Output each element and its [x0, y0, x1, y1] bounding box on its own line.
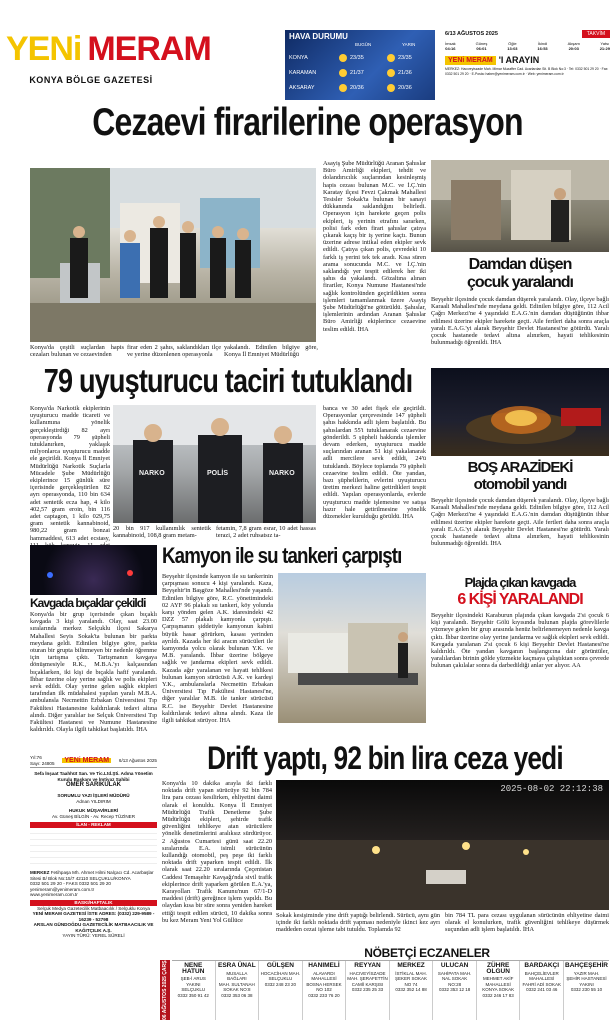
- sun-icon: [387, 84, 395, 92]
- header-info: [445, 30, 610, 100]
- weather-title: HAVA DURUMU: [289, 32, 348, 41]
- pharmacy-name: BAHÇEŞEHİR: [565, 962, 608, 969]
- pharmacy-item: [564, 961, 609, 1020]
- logo-meram: MERAM: [87, 30, 211, 68]
- prayer-time: 06:01: [476, 46, 487, 51]
- footer-line-3: YAYIN TÜRÜ: YEREL SÜRELİ: [62, 933, 125, 939]
- pharmacy-name: ZÜHRE OLGUN: [486, 962, 510, 975]
- imprint-phone: 0332 501 29 20 - FAKS 0332 501 29 20: [30, 881, 111, 887]
- prayer-time: 21:29: [599, 46, 610, 51]
- night-knife-fight-photo: [30, 545, 157, 595]
- logo-yeni: YENi: [6, 30, 82, 68]
- prayer-time: 13:03: [507, 46, 518, 51]
- weather-tomorrow: 23/35: [398, 55, 412, 61]
- story1-body: Asayiş Şube Müdürlüğü Aranan Şahıslar Büro Amirliği ekipleri, tehdit ve dolandırıcılık suçlarından kesinleşmiş hapis cezası bulunan M.C. ve İ.Ç.'nin Karatay ilçesi Fevzi Çakmak Mahallesi Tesisler Sokak'ta bulunan bir sanayi dükkanında saklandığını belirledi. Operasyon için harekete geçen polis ekipleri, iş yerinin etrafını sararken, polisi fark eden firari şahıslar çatıya çıkarak kaçış bir iş yerine kaçtı. Bunun üzerine adrese intikal eden ekipler sevk edildi. Çatıya çıkan polis, çevredeki 10 farklı iş yerini tek tek aradı. Kısa süren arama sonucunda M.C. ve İ.Ç.'nin saklandığı yer tespit edilerek her iki şahıs da yakalandı. Gözaltına alınan firariler, Konya Numune Hastanesi'nde sağlık kontrolünden geçirildikten sonra işlemleri tamamlanmak üzere Asayiş Şube Müdürlüğü'ne götürüldü. Şahıslar, işlemlerinin ardından Aranan Şahıslar Büro Amirliği ekiplerince cezaevine teslim edildi. İHA: [323, 160, 426, 333]
- masthead: [6, 30, 211, 98]
- narkotik-police-photo: [113, 405, 316, 523]
- imprint-date: 6/13 Ağustos 2025: [118, 757, 157, 763]
- issue-number: Sayı: 24805: [30, 760, 55, 766]
- publisher-line: Sefa İnşaat Taahhüt San. Ve Tic.Ltd.Şti. Adına Yönetim Kurulu Başkanı ve İmtiyaz Sahibi: [34, 771, 153, 782]
- ads-list-placeholder: [30, 828, 157, 868]
- pharmacy-name: MERKEZ: [397, 962, 425, 969]
- imprint-email[interactable]: yenimeram@yenimeram.com.tr: [30, 886, 95, 892]
- headline-drift: Drift yaptı, 92 bin lira ceza yedi: [207, 740, 563, 776]
- weather-today: 20/36: [350, 85, 364, 91]
- story2-body: banca ve 30 adet fişek ele geçirildi. Operasyonlar çerçevesinde 147 şüpheli şahıs hakkında adli işlem başlatıldı. Bu şahıslardan 55'i tutuklanarak cezaevine gönderildi. 5 şüpheli hakkında işlemler devam ederken, uyuşturucu madde suçlarından aranan 51 kişi yakalanarak adli mercilere sevk edildi, 24'ü tutuklandı. Böylece toplamda 79 şüpheli cezaevine teslim edildi. Öte yandan, bazı şüphelilerin, evlerini uyuşturucu üretim merkezi haline getirdikleri tespit edildi. Yapılan operasyonlarda, evlerde uyuşturucu madde işlemesine ve satışa hazır hale getirilmesine yönelik düzenekler kurulduğu görüldü. İHA: [323, 405, 426, 521]
- pharmacy-date-strip: [160, 945, 170, 1020]
- burning-car-photo: [431, 368, 609, 456]
- pharmacy-info: İSTİKLAL MAH. ŞEKER SOKAK NO 74 0332 352 14 88: [395, 970, 428, 993]
- night-street-scene: [276, 780, 609, 910]
- cctv-timestamp: 2025-08-02 22:12:38: [500, 784, 603, 794]
- call-us-banner: [445, 55, 610, 65]
- side3-body: Beyşehir ilçesindeki Karaburun plajında çıkan kavgada 2'si çocuk 6 kişi yaralandı. Beyşehir Gölü kıyısında bulunan plajda görevlilerle yüzmeye gelen bir grup arasında henüz belirlenemeyen nedenle kavga çıktı. İhbar üzerine olay yerine jandarma ve sağlık ekipleri sevk edildi. Kavgada yaralanan 2'si çocuk 6 kişi Beyşehir Devlet Hastanesi'ne kaldırıldı. Öte yandan kavganın başlangıcına dair görüntüler, yaralılardan birinin gölde yüzmekte kaçmaya çalıştıktan sonra çevrede bulunan çakılalar sonra da darbedildiği anlar yer alıyor. AA: [431, 612, 609, 670]
- legal-names: Av. Güneş BİLGİN - Av. Recep TÜZİNER: [51, 813, 136, 819]
- headline-79-tacir: 79 uyuşturucu taciri tutuklandı: [43, 362, 413, 399]
- pharmacy-date: 06 AĞUSTOS 2025 ÇARŞAMBA: [162, 945, 168, 1020]
- narkotik-scene: [113, 405, 316, 523]
- weather-city: AKSARAY: [289, 85, 315, 91]
- story5-caption-2: bin 784 TL para cezası uygulanan sürücünün ehliyetine daimi olarak el konulurken, trafik güvenliğini tehlikeye düşürmek suçundan adli işlem başlatıldı. İHA: [445, 912, 609, 934]
- weather-city: KONYA: [289, 55, 308, 61]
- imprint-box: [30, 755, 157, 1010]
- pharmacy-item: [390, 961, 434, 1020]
- pharmacy-name: NENE HATUN: [182, 962, 205, 975]
- story2-caption-2: fetamin, 7,8 gram esrar, 10 adet hassas terazi, 2 adet ruhsatsız ta-: [216, 525, 316, 540]
- house-scene: [431, 160, 609, 252]
- story5-caption-1: Sokak kesişiminde yine drift yaptığı belirlendi. Sürücü, aynı gün içinde iki farklı noktada drift yapması nedeniyle ikinci kez ayrı maddeden cezai işleme tabi tutuldu. Toplamda 92: [276, 912, 440, 934]
- sun-icon: [339, 84, 347, 92]
- story2-caption-1: 20 bin 917 kullanımlık sentetik kannabinoid, 108,8 gram metam-: [113, 525, 211, 540]
- pharmacy-item: [520, 961, 564, 1020]
- ads-title: İLAN - REKLAM: [30, 822, 157, 828]
- legal-title: HUKUK MÜŞAVİRLERİ: [68, 808, 119, 814]
- pharmacy-name: ULUCAN: [440, 962, 469, 969]
- address: Fetihpaşa Mh. Ahmet Hilmi Nalçacı Cd. Acarbaşlar Sitesi B/ Blok No:15/7 42110 SELÇUKLU/KONYA: [30, 869, 154, 881]
- side3-headline-1: Plajda çıkan kavgada: [464, 575, 576, 590]
- issue-date: 6/13 AĞUSTOS 2025: [445, 31, 498, 37]
- story5-col1: Konya'da 10 dakika arayla iki farklı noktada drift yapan sürücüye 92 bin 784 lira para cezası kesilirken, ehliyetini daimi olarak el konuldu. Konya İl Emniyet Müdürlüğü Trafik Denetleme Şube Müdürlüğü ekipleri, şehirde trafik güvenliğini tehlikeye atan sürücülere yönelik denetimlerini aralıksız sürdürüyor. 2 Ağustos Cumartesi günü saat 22.20 sıralarında E.A. isimli sürücünün kullandığı otomobil, peş peşe iki farklı noktada drift yaparken tespit edildi. İlk olarak saat 22.20 sıralarında Çeçenistan Caddesi Temaşehir Kavşağı'nda sivil trafik ekiplerince drift yaparken görülen E.A.'ya, Karayolları Trafik Kanunu'nun 67/1-D maddesi (drift) gereğince işlem yapıldı. Bu olaydan kısa bir süre sonra yeniden hareket ettiği tespit edilen sürücü, 10 dakika sonra bu kez Meram Yeni Yol Güllüce: [162, 780, 272, 924]
- pharmacy-name: HANIMELİ: [308, 962, 340, 969]
- story2-col1: Konya'da Narkotik ekiplerinin uyuşturucu madde ticareti ve kullanımına yönelik gerçekleştirdiği 82 ayrı operasyonda 79 şüpheli tutuklanırken, yaklaşık milyonlarca uyuşturucu madde ele geçirildi. Konya İl Emniyet Müdürlüğü Narkotik Suçlarla Mücadele Şube Müdürlüğü ekiplerince 15 günlük süre içerisinde gerçekleştirilen 82 ayrı operasyonda, 110 bin 634 adet sentetik ecza hap, 4 kilo 402,57 gram eroin, bin 116 adet captagon, 1 kilo 029,75 gram sentetik kannabinoid, 980,22 gram bonzai hammaddesi, 613 adet ecstasy,: [30, 405, 110, 542]
- side3-headline-2: 6 KİŞİ YARALANDI: [457, 591, 583, 608]
- weather-col-tomorrow: YARIN: [402, 42, 416, 47]
- footer-line-2: ARSLAN GÜNDOĞDU GAZETECİLİK MATBAACILIK VE KAĞITÇILIK A.Ş.: [33, 922, 154, 933]
- pharmacy-name: BARDAKÇI: [524, 962, 560, 969]
- pharmacy-grid: [172, 960, 609, 1020]
- pharmacy-info: MUSALLA BAĞLARI MAH. SULTANAH SOKAK NO:8 0332 353 06 38: [218, 970, 255, 998]
- story1-caption-1: Konya'da çeşitli suçlardan hapis cezaları bulunan ve cezaevinden: [30, 344, 124, 359]
- headline-kamyon: Kamyon ile su tankeri çarpıştı: [162, 543, 402, 568]
- weather-panel: [285, 30, 435, 100]
- sun-icon: [339, 69, 347, 77]
- volume: Yıl:76: [30, 755, 42, 760]
- pharmacy-name: REYYAN: [354, 962, 381, 969]
- pharmacy-item: [216, 961, 260, 1020]
- weather-row: [289, 67, 431, 81]
- police-raid-scene: [30, 168, 316, 342]
- pharmacy-info: HOCACİHAN MAH. SELÇUKLU 0332 248 23 20: [260, 970, 301, 987]
- prayer-name: Akşam: [567, 41, 580, 46]
- imprint-web[interactable]: www.yenimeram.com.tr: [30, 892, 78, 898]
- imprint-logo: YENi MERAM: [64, 756, 110, 764]
- pharmacy-info: BAHÇELİEVLER MAHALLESİ FAHRİ ADİ SOKAK 0332 241 03 46: [522, 970, 561, 993]
- story1-caption-2: firar eden 2 şahıs, saklandıkları ilçe ve yerine düzenlenen operasyonla: [127, 344, 221, 359]
- prayer-name: Güneş: [475, 41, 488, 46]
- story4-body: Konya'da bir grup içerisinde çıkan bıçaklı kavgada 3 kişi yaralandı. Olay, saat 23.00 sıralarında merkez Selçuklu ilçesi Sakarya Mahallesi Seyis Sokak'ta bulunan bir parkta meydana geldi. Edinilen bilgiye göre, parkta oturan bir grupta bilinmeyen bir nedenle öğrenme için tartışma çıktı. Tartışmanın kavgaya dönüşmesiyle R.K., M.B.A.'yı kalçasından bıçaklarken, iki kişi de bıçakla hafif yaralandı. İhbar üzerine olay yerine sağlık ve polis ekipleri sevk edildi. Olay yerine gelen sağlık ekipleri tarafından ilk müdahalesi yapılan yaralı M.B.A. ambulansla Necmettin Erbakan Üniversitesi Tıp Fakültesi Hastanesine kaldırılarak tedavi altına alındı. Diğer yaralılar ise Selçuk Üniversitesi Tıp Fakültesi Hastanesi ve Numune Hastanesine kaldırıldı. Olayla ilgili tahkikat başlatıldı. İHA: [30, 611, 157, 734]
- fire-scene: [431, 368, 609, 456]
- pharmacy-info: ŞEB-İ ARUS YAKINI SELÇUKLU 0332 350 91 42: [177, 976, 209, 998]
- svg-text:NARKO: NARKO: [269, 470, 295, 477]
- weather-row: [289, 82, 431, 96]
- prayer-name: Yatsı: [600, 41, 610, 46]
- masthead-subtitle: KONYA BÖLGE GAZETESİ: [29, 75, 153, 85]
- side2-body: Beyşehir ilçesinde çocuk damdan düşerek yaralandı. Olay, ilçeye bağlı Karaali Mahallesi'nde meydana geldi. Edinilen bilgiye göre, 112 Acil Çağrı Merkezi'ne 4 yaşındaki E.A.G.'nin damdan düştüğünün ihbar edilmesi üzerine ekipler harekete geçti. Aile fertleri daha sonra araçla yaralı E.A.G.'yi alarak Beyşehir Devlet Hastanesi'ne götürdü. Yaralı çocuk hastanede tedavi altına alınırken, hayati tehlikesinin bulunmadığı öğrenildi. İHA: [431, 497, 609, 548]
- pharmacy-info: HACIVEYİSZADE MAH. ŞERAFETTİN CAMİİ KARŞISI 0332 235 25 33: [347, 970, 388, 993]
- pharmacy-name: GÜLŞEN: [266, 962, 294, 969]
- svg-text:NARKO: NARKO: [139, 470, 165, 477]
- contact-info: MERKEZ: Hacıveyiszade Mah. Mimar Muzaffer Cad. Acarlardan Sit. B Blok No:3 · Tel: 0332 501 29 20 · Fax: 0332 501 29 20 · E-Posta: haber@yenimeram.com.tr · Web: yenimeram.com.tr: [445, 67, 609, 76]
- prayer-name: İmsak: [445, 41, 456, 46]
- side2-headline-2: otomobil yandı: [473, 476, 567, 493]
- side1-headline-2: çocuk yaralandı: [467, 274, 573, 291]
- printing-info: Selçuk Medya Gazetecilik Matbaacılık / Selçuklu Konya: [37, 905, 150, 911]
- pharmacy-item: [259, 961, 303, 1020]
- editor-title: SORUMLU YAZI İŞLERİ MÜDÜRÜ: [57, 792, 130, 798]
- weather-tomorrow: 20/36: [398, 85, 412, 91]
- night-scene: [30, 545, 157, 595]
- story4-headline: Kavgada bıçaklar çekildi: [30, 596, 146, 610]
- side1-body: Beyşehir ilçesinde çocuk damdan düşerek yaralandı. Olay, ilçeye bağlı Karaali Mahallesi'nde meydana geldi. Edinilen bilgiye göre, 112 Acil Çağrı Merkezi'ne 4 yaşındaki E.A.G.'nin damdan düştüğünün ihbar edilmesi üzerine ekipler harekete geçti. Aile fertleri daha sonra araçla yaralı E.A.G.'yi alarak Beyşehir Devlet Hastanesi'ne götürdü. Yaralı çocuk hastanede tedavi altına alınırken, hayati tehlikesinin bulunmadığı öğrenildi. İHA: [431, 296, 609, 347]
- drift-cctv-photo: [276, 780, 609, 910]
- weather-col-today: BUGÜN: [355, 42, 372, 47]
- weather-row: [289, 52, 431, 66]
- pharmacy-item: [172, 961, 216, 1020]
- headline-cezaevi: Cezaevi firarilerine operasyon: [92, 101, 523, 144]
- pharmacy-info: ALAVARDI MAHALLESİ BOSNA HERSEK NO 102 0332 233 76 20: [306, 970, 342, 998]
- printing-title: BASKI/HAFTALIK: [30, 900, 157, 906]
- side1-headline-1: Damdan düşen: [468, 256, 572, 273]
- call-us-logo: YENi MERAM: [445, 56, 496, 65]
- pharmacy-item: [477, 961, 521, 1020]
- pharmacy-item: [433, 961, 477, 1020]
- owner-name: ÖMER SARIKULAK: [66, 782, 121, 789]
- story3-body: Beyşehir ilçesinde kamyon ile su tankerinin çarpışması sonucu 4 kişi yaralandı. Kaza, Beyşehir'in Başgöze Mahallesi'nde yaşandı. Edinilen bilgiye göre, R.C. yönetimindeki 02 AYF 96 plakalı su tankeri, köy yolunda karşı yönden gelen A.K. idaresindeki 42 DZZ 57 plakalı kamyonla çarpıştı. Çarpışmanın şiddetiyle kamyonun kabini büyük hasar görürken, kasası yerinden ayrıldı. Kazada her iki aracın sürücüleri ile kamyonda yolcu olarak bulunan Y.K. ve M.B. yaralandı. İhbar üzerine bölgeye sağlık ve jandarma ekipleri sevk edildi. Kazada ağır yaralanan ve hayati tehlikesi bulunan kamyon sürücüsü A.K. ve kardeşi Y.K., ambulanslarla Necmettin Erbakan Üniversitesi Tıp Fakültesi Hastanesi'ne, diğer yaralılar M.B. ile tanker sürücüsü R.C. ise Beyşehir Devlet Hastanesine kaldırılarak tedavi altına alındı. Kaza ile ilgili tahkikat sürüyor. İHA: [162, 573, 273, 725]
- sun-icon: [339, 54, 347, 62]
- pharmacy-title: NÖBETÇİ ECZANELER: [364, 946, 490, 960]
- weather-tomorrow: 21/36: [398, 70, 412, 76]
- calendar-badge: TAKVİM: [582, 30, 610, 38]
- svg-text:POLİS: POLİS: [207, 470, 229, 477]
- pharmacy-info: MEHMET AKİF MAHALLESİ KONYA SOKAK 0332 246 17 83: [482, 976, 515, 998]
- weather-city: KARAMAN: [289, 70, 317, 76]
- pharmacy-info: YAZIR MAH. ŞEHİR HASTANESİ YAKINI 0332 230 55 10: [566, 970, 607, 993]
- prayer-time: 04:16: [445, 46, 456, 51]
- logo[interactable]: [6, 30, 211, 69]
- pharmacy-item: [346, 961, 390, 1020]
- weather-today: 21/37: [350, 70, 364, 76]
- prayer-time: 20:03: [568, 46, 579, 51]
- weather-today: 23/35: [350, 55, 364, 61]
- call-us-text: 'I ARAYIN: [498, 55, 540, 65]
- pharmacy-item: [303, 961, 347, 1020]
- sun-icon: [387, 69, 395, 77]
- prayer-time: 16:53: [537, 46, 548, 51]
- address-label: MERKEZ: [30, 869, 50, 875]
- truck-crash-photo: [278, 573, 426, 723]
- sun-icon: [387, 54, 395, 62]
- editor-name: Adnan YILDIRIM: [76, 798, 111, 804]
- prayer-name: İkindi: [537, 41, 548, 46]
- story1-caption-3: yakalandı. Edinilen bilgiye göre, Konya İl Emniyet Müdürlüğü: [224, 344, 318, 359]
- side2-headline-1: BOŞ ARAZİDEKİ: [467, 459, 573, 476]
- crash-scene: [278, 573, 426, 723]
- pharmacy-name: ESRA ÜNAL: [217, 962, 256, 969]
- footer-line-1: YENİ MERAM GAZETESİ İSTE ADRES: (0332) 229-9589 - 16239 - 52798: [32, 911, 155, 922]
- child-fall-photo: [431, 160, 609, 252]
- prayer-times: [445, 41, 610, 51]
- pharmacy-info: SAHİPATA MAH. NAL SOKAK NO:28 0332 353 12 18: [437, 970, 472, 993]
- prayer-name: Öğle: [508, 41, 517, 46]
- police-raid-photo: [30, 168, 316, 342]
